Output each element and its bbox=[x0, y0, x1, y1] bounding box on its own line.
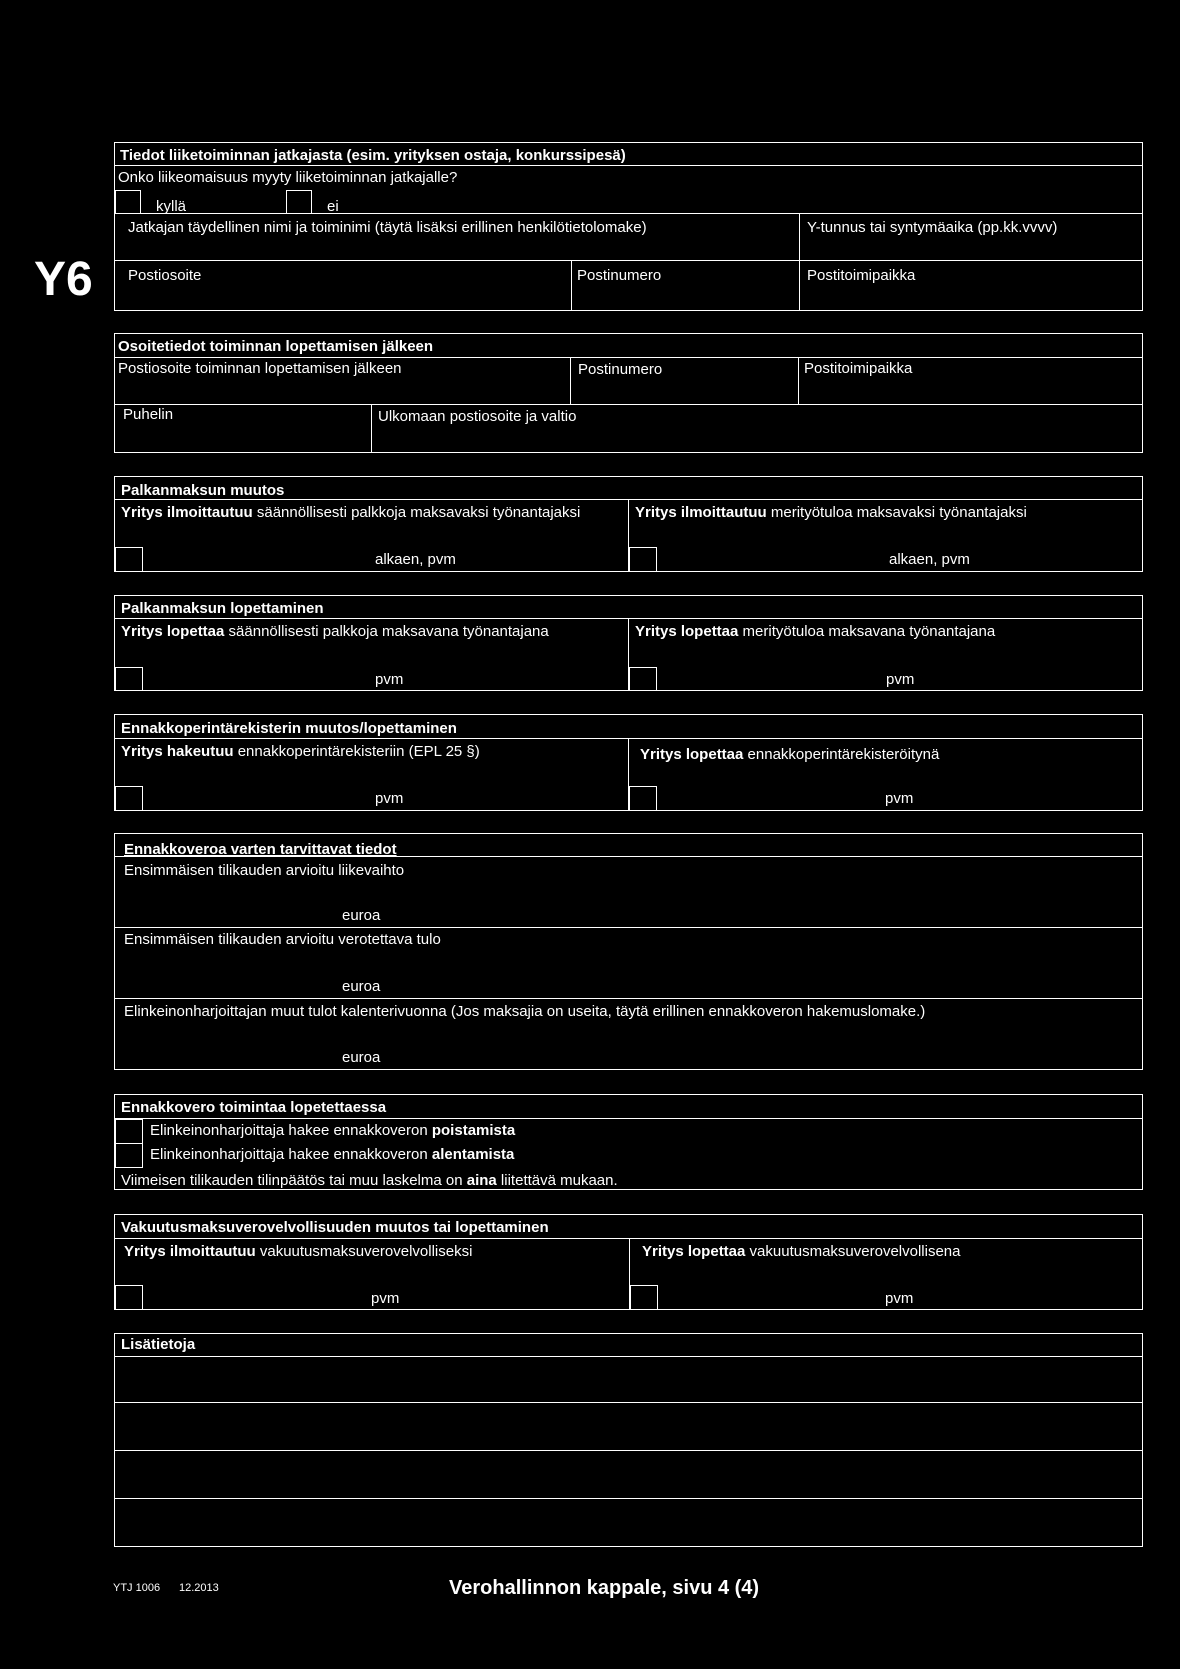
estimated-taxable-income-unit: euroa bbox=[342, 978, 381, 995]
estimated-turnover-unit: euroa bbox=[342, 907, 381, 924]
insurance-tax-title: Vakuutusmaksuverovelvollisuuden muutos tai lopettaminen bbox=[121, 1219, 549, 1236]
payroll-sea-end-checkbox[interactable] bbox=[629, 667, 657, 691]
payroll-regular-end-checkbox[interactable] bbox=[115, 667, 143, 691]
closing-city-label: Postitoimipaikka bbox=[804, 360, 913, 377]
insurance-tax-end-date-label: pvm bbox=[885, 1290, 914, 1307]
remove-prepayment-label: Elinkeinonharjoittaja hakee ennakkoveron poistamista bbox=[150, 1122, 516, 1139]
prepayment-register-leave-date-label: pvm bbox=[885, 790, 914, 807]
estimated-taxable-income-label: Ensimmäisen tilikauden arvioitu verotettava tulo bbox=[124, 931, 441, 948]
asset-sold-no-label: ei bbox=[327, 198, 339, 215]
payroll-regular-register-checkbox[interactable] bbox=[115, 547, 143, 572]
prepayment-register-join-checkbox[interactable] bbox=[115, 786, 143, 811]
successor-postcode-label: Postinumero bbox=[577, 267, 662, 284]
asset-sold-yes-label: kyllä bbox=[156, 198, 187, 215]
insurance-tax-register-date-label: pvm bbox=[371, 1290, 400, 1307]
additional-info-line-1[interactable] bbox=[116, 1358, 1141, 1401]
successor-name-label: Jatkajan täydellinen nimi ja toiminimi (täytä lisäksi erillinen henkilötietolomake) bbox=[128, 219, 647, 236]
phone-label: Puhelin bbox=[123, 406, 174, 423]
payroll-sea-register-text: Yritys ilmoittautuu merityötuloa maksavaksi työnantajaksi bbox=[635, 504, 1027, 521]
attachment-note: Viimeisen tilikauden tilinpäätös tai muu laskelma on aina liitettävä mukaan. bbox=[121, 1172, 618, 1189]
estimated-turnover-label: Ensimmäisen tilikauden arvioitu liikevaihto bbox=[124, 862, 405, 879]
remove-prepayment-checkbox[interactable] bbox=[115, 1119, 143, 1144]
payroll-ending-title: Palkanmaksun lopettaminen bbox=[121, 600, 324, 617]
successor-address-label: Postiosoite bbox=[128, 267, 202, 284]
foreign-address-label: Ulkomaan postiosoite ja valtio bbox=[378, 408, 577, 425]
insurance-tax-end-checkbox[interactable] bbox=[630, 1285, 658, 1310]
other-income-label: Elinkeinonharjoittajan muut tulot kalenterivuonna (Jos maksajia on useita, täytä erillinen ennakkoveron hakemuslomake.) bbox=[124, 1003, 926, 1020]
prepayment-on-closing-title: Ennakkovero toimintaa lopetettaessa bbox=[121, 1099, 387, 1116]
section-label-y6: Y6 bbox=[34, 253, 93, 306]
payroll-sea-date-label: alkaen, pvm bbox=[889, 551, 970, 568]
successor-city-label: Postitoimipaikka bbox=[807, 267, 916, 284]
form-code: YTJ 1006 bbox=[113, 1582, 161, 1594]
prepayment-register-leave-text: Yritys lopettaa ennakkoperintärekisteröitynä bbox=[640, 746, 940, 763]
payroll-regular-register-text: Yritys ilmoittautuu säännöllisesti palkkoja maksavaksi työnantajaksi bbox=[121, 504, 581, 521]
address-section-title: Osoitetiedot toiminnan lopettamisen jälkeen bbox=[118, 338, 434, 355]
additional-info-line-4[interactable] bbox=[116, 1500, 1141, 1545]
prepayment-tax-info-title: Ennakkoveroa varten tarvittavat tiedot bbox=[124, 841, 397, 858]
asset-sold-question: Onko liikeomaisuus myyty liiketoiminnan jatkajalle? bbox=[118, 169, 458, 186]
insurance-tax-register-text: Yritys ilmoittautuu vakuutusmaksuverovelvolliseksi bbox=[124, 1243, 473, 1260]
reduce-prepayment-checkbox[interactable] bbox=[115, 1143, 143, 1168]
asset-sold-no-checkbox[interactable] bbox=[286, 190, 312, 214]
payroll-change-title: Palkanmaksun muutos bbox=[121, 482, 285, 499]
additional-info-line-3[interactable] bbox=[116, 1452, 1141, 1497]
insurance-tax-end-text: Yritys lopettaa vakuutusmaksuverovelvollisena bbox=[642, 1243, 961, 1260]
prepayment-register-join-date-label: pvm bbox=[375, 790, 404, 807]
successor-section-title: Tiedot liiketoiminnan jatkajasta (esim. yrityksen ostaja, konkurssipesä) bbox=[120, 147, 626, 164]
additional-info-line-2[interactable] bbox=[116, 1404, 1141, 1449]
payroll-sea-register-checkbox[interactable] bbox=[629, 547, 657, 572]
prepayment-register-title: Ennakkoperintärekisterin muutos/lopettaminen bbox=[121, 720, 457, 737]
payroll-regular-end-text: Yritys lopettaa säännöllisesti palkkoja maksavana työnantajana bbox=[121, 623, 549, 640]
payroll-sea-end-text: Yritys lopettaa merityötuloa maksavana työnantajana bbox=[635, 623, 996, 640]
form-date: 12.2013 bbox=[179, 1582, 219, 1594]
prepayment-register-join-text: Yritys hakeutuu ennakkoperintärekisteriin (EPL 25 §) bbox=[121, 743, 480, 760]
closing-postcode-label: Postinumero bbox=[578, 361, 663, 378]
reduce-prepayment-label: Elinkeinonharjoittaja hakee ennakkoveron alentamista bbox=[150, 1146, 515, 1163]
payroll-sea-end-date-label: pvm bbox=[886, 671, 915, 688]
payroll-regular-date-label: alkaen, pvm bbox=[375, 551, 456, 568]
payroll-regular-end-date-label: pvm bbox=[375, 671, 404, 688]
successor-id-label: Y-tunnus tai syntymäaika (pp.kk.vvvv) bbox=[807, 219, 1058, 236]
additional-info-title: Lisätietoja bbox=[121, 1336, 196, 1353]
other-income-unit: euroa bbox=[342, 1049, 381, 1066]
insurance-tax-register-checkbox[interactable] bbox=[115, 1285, 143, 1310]
prepayment-register-leave-checkbox[interactable] bbox=[629, 786, 657, 811]
closing-address-label: Postiosoite toiminnan lopettamisen jälkeen bbox=[118, 360, 402, 377]
asset-sold-yes-checkbox[interactable] bbox=[115, 190, 141, 214]
page-footer-label: Verohallinnon kappale, sivu 4 (4) bbox=[449, 1577, 760, 1599]
